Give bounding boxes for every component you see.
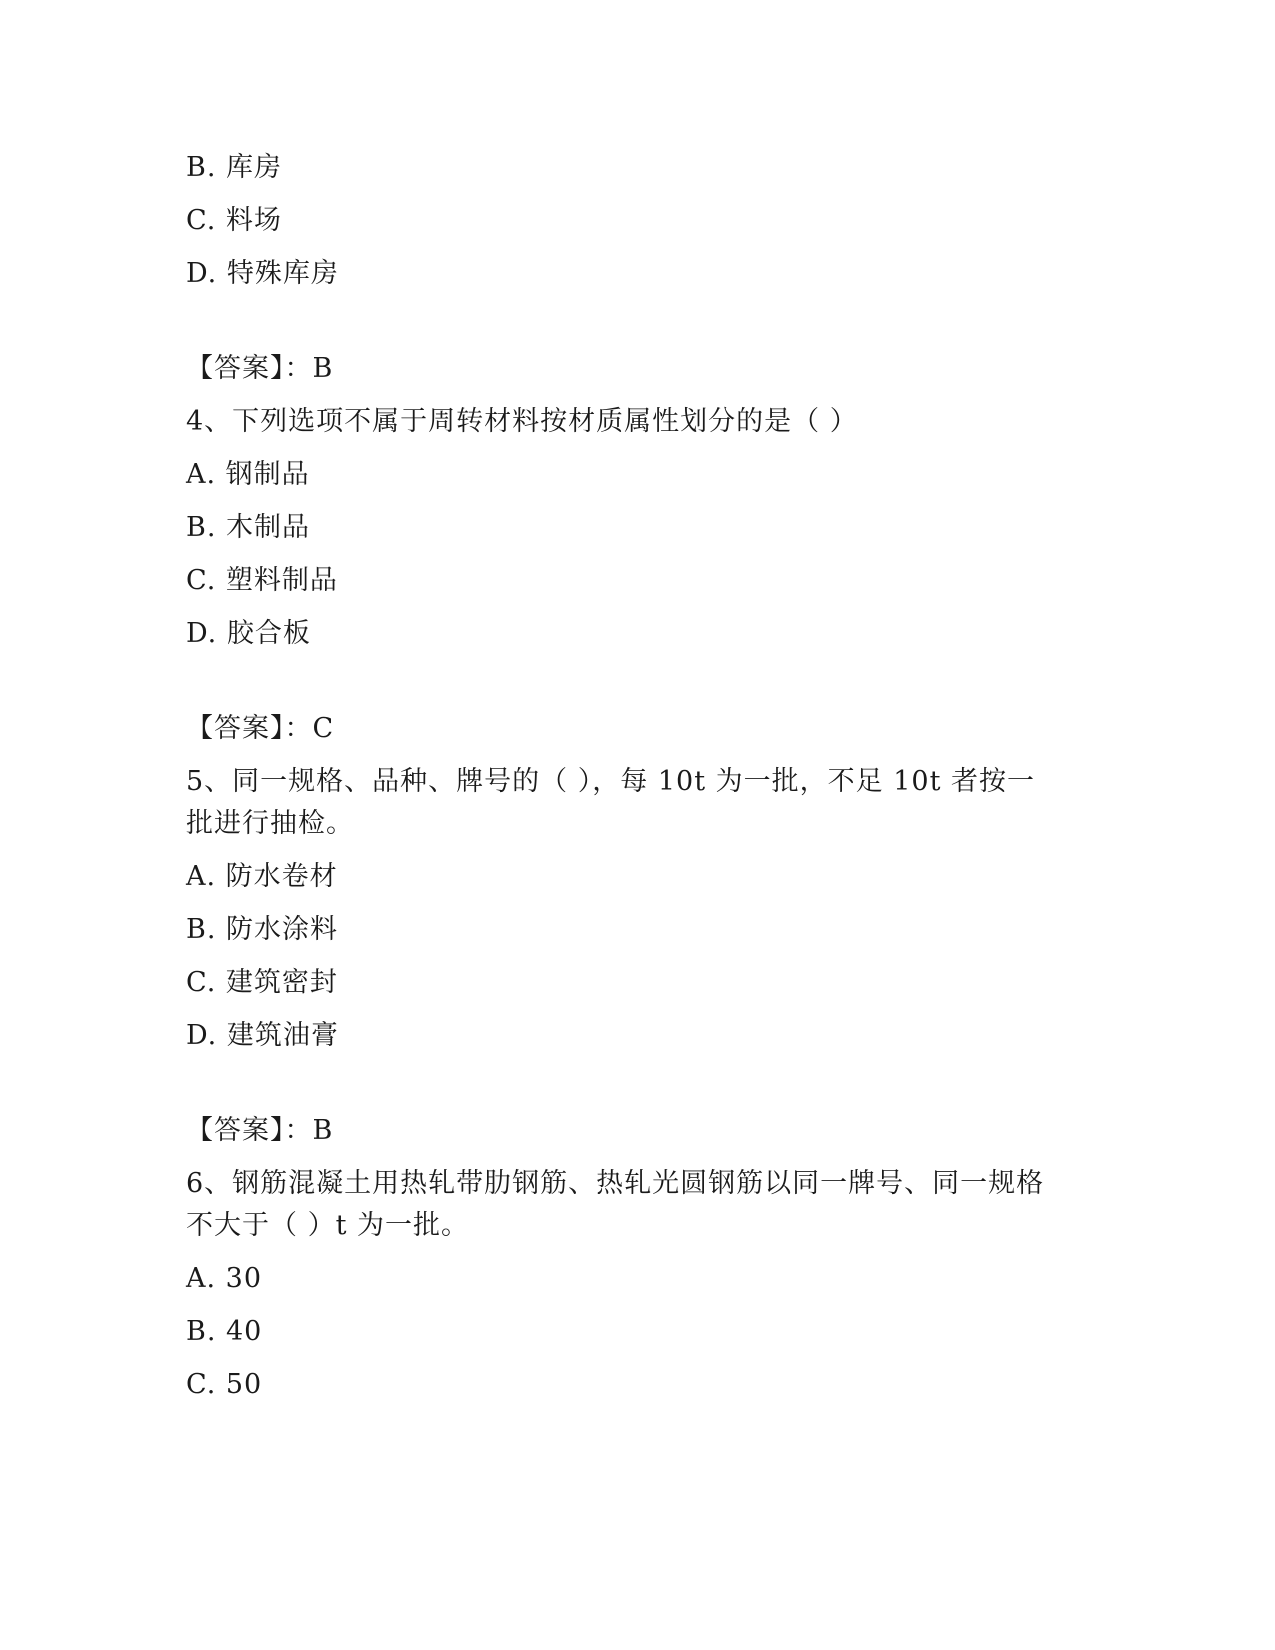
q5-stem-line2: 批进行抽检。 bbox=[186, 808, 354, 839]
q4-option-c: C. 塑料制品 bbox=[186, 565, 338, 596]
q5-option-b: B. 防水涂料 bbox=[186, 914, 339, 945]
q3-option-c: C. 料场 bbox=[186, 205, 282, 236]
q5-option-c: C. 建筑密封 bbox=[186, 967, 338, 998]
q6-option-c: C. 50 bbox=[186, 1369, 263, 1400]
q3-option-d: D. 特殊库房 bbox=[186, 258, 339, 289]
q5-option-a: A. 防水卷材 bbox=[186, 861, 338, 892]
q4-option-d: D. 胶合板 bbox=[186, 618, 311, 649]
q3-option-b: B. 库房 bbox=[186, 152, 283, 183]
q6-option-a: A. 30 bbox=[186, 1263, 263, 1294]
q6-stem-line1: 6、钢筋混凝土用热轧带肋钢筋、热轧光圆钢筋以同一牌号、同一规格 bbox=[186, 1168, 1045, 1199]
q4-stem: 4、下列选项不属于周转材料按材质属性划分的是（ ） bbox=[186, 406, 858, 437]
q6-option-b: B. 40 bbox=[186, 1316, 263, 1347]
q5-stem-line1: 5、同一规格、品种、牌号的（ ），每 10t 为一批，不足 10t 者按一 bbox=[186, 766, 1036, 797]
q5-option-d: D. 建筑油膏 bbox=[186, 1020, 339, 1051]
q4-option-b: B. 木制品 bbox=[186, 512, 311, 543]
q3-answer: 【答案】：B bbox=[186, 353, 334, 384]
q4-answer: 【答案】：C bbox=[186, 713, 335, 744]
q5-answer: 【答案】：B bbox=[186, 1115, 334, 1146]
q6-stem-line2: 不大于（ ）t 为一批。 bbox=[186, 1210, 470, 1241]
q4-option-a: A. 钢制品 bbox=[186, 459, 310, 490]
